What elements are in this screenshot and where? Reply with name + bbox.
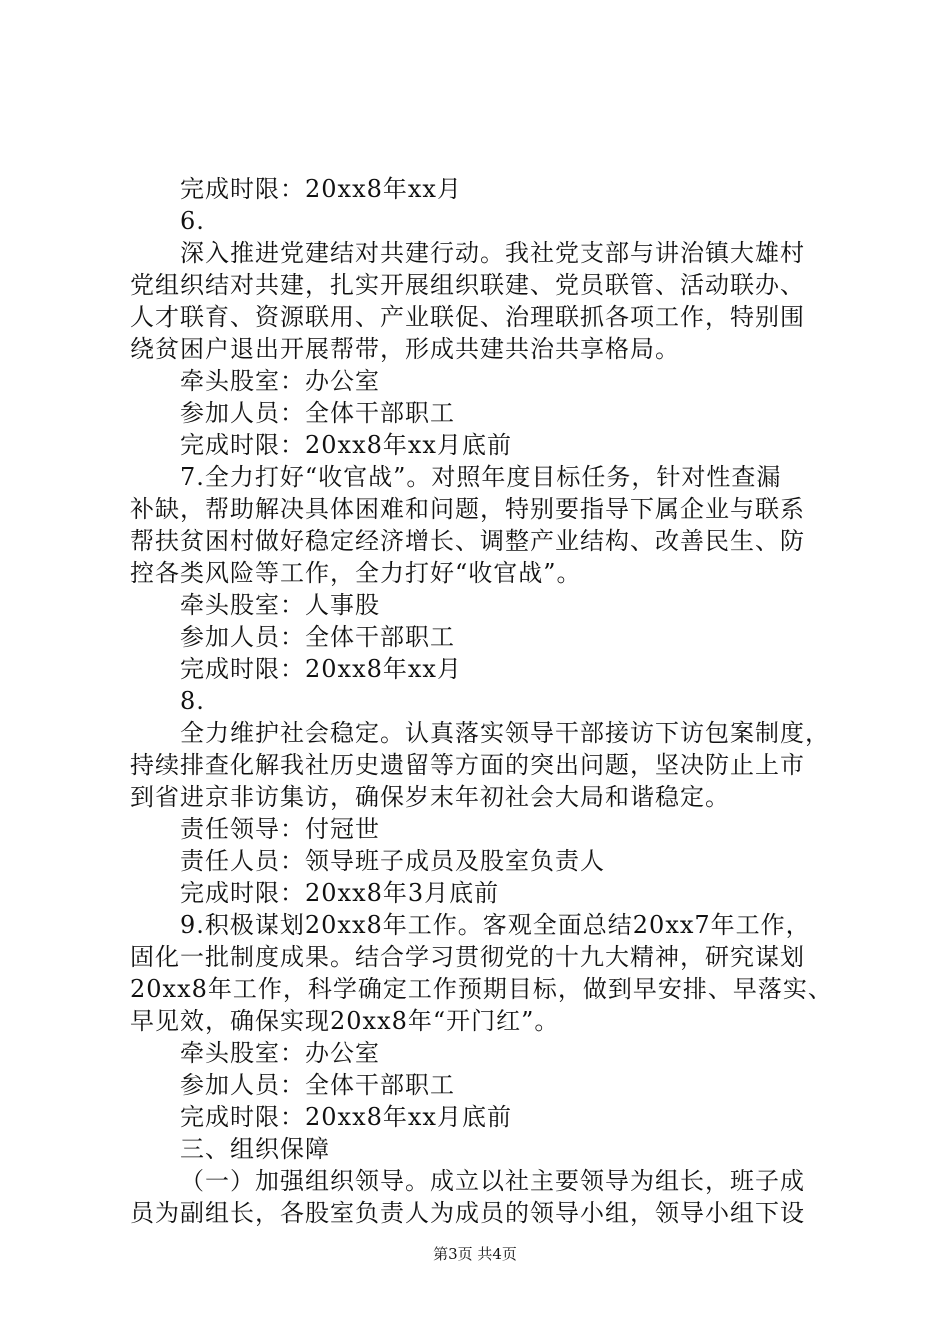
text-line: 牵头股室：办公室 (180, 1039, 380, 1067)
text-line: 完成时限：20xx8年xx月底前 (180, 431, 512, 459)
text-line: 7.全力打好“收官战”。对照年度目标任务，针对性查漏 (180, 463, 782, 491)
text-line: 参加人员：全体干部职工 (180, 1071, 455, 1099)
text-line: 牵头股室：办公室 (180, 367, 380, 395)
text-line: 人才联育、资源联用、产业联促、治理联抓各项工作，特别围 (130, 303, 805, 331)
text-line: 深入推进党建结对共建行动。我社党支部与讲治镇大雄村 (180, 239, 805, 267)
text-line: 员为副组长，各股室负责人为成员的领导小组，领导小组下设 (130, 1199, 805, 1227)
text-line: 固化一批制度成果。结合学习贯彻党的十九大精神，研究谋划 (130, 943, 805, 971)
section-heading: 三、组织保障 (180, 1135, 330, 1163)
text-line: （一）加强组织领导。成立以社主要领导为组长，班子成 (180, 1167, 805, 1195)
text-line: 持续排查化解我社历史遗留等方面的突出问题，坚决防止上市 (130, 751, 805, 779)
text-line: 完成时限：20xx8年xx月 (180, 175, 462, 203)
text-line: 20xx8年工作，科学确定工作预期目标，做到早安排、早落实、 (130, 975, 833, 1003)
text-line: 参加人员：全体干部职工 (180, 623, 455, 651)
text-line: 6. (180, 207, 205, 235)
text-line: 控各类风险等工作，全力打好“收官战”。 (130, 559, 582, 587)
text-line: 完成时限：20xx8年xx月底前 (180, 1103, 512, 1131)
text-line: 绕贫困户退出开展帮带，形成共建共治共享格局。 (130, 335, 680, 363)
page-footer: 第3页 共4页 (433, 1245, 517, 1263)
text-line: 牵头股室：人事股 (180, 591, 380, 619)
text-line: 责任领导：付冠世 (180, 815, 380, 843)
text-line: 责任人员：领导班子成员及股室负责人 (180, 847, 605, 875)
text-line: 完成时限：20xx8年xx月 (180, 655, 462, 683)
text-line: 补缺，帮助解决具体困难和问题，特别要指导下属企业与联系 (130, 495, 805, 523)
text-line: 早见效，确保实现20xx8年“开门红”。 (130, 1007, 560, 1035)
text-line: 8. (180, 687, 205, 715)
text-line: 参加人员：全体干部职工 (180, 399, 455, 427)
text-line: 到省进京非访集访，确保岁末年初社会大局和谐稳定。 (130, 783, 730, 811)
text-line: 9.积极谋划20xx8年工作。客观全面总结20xx7年工作， (180, 911, 811, 939)
text-line: 党组织结对共建，扎实开展组织联建、党员联管、活动联办、 (130, 271, 805, 299)
text-line: 帮扶贫困村做好稳定经济增长、调整产业结构、改善民生、防 (130, 527, 805, 555)
text-line: 完成时限：20xx8年3月底前 (180, 879, 500, 907)
text-line: 全力维护社会稳定。认真落实领导干部接访下访包案制度， (180, 719, 830, 747)
